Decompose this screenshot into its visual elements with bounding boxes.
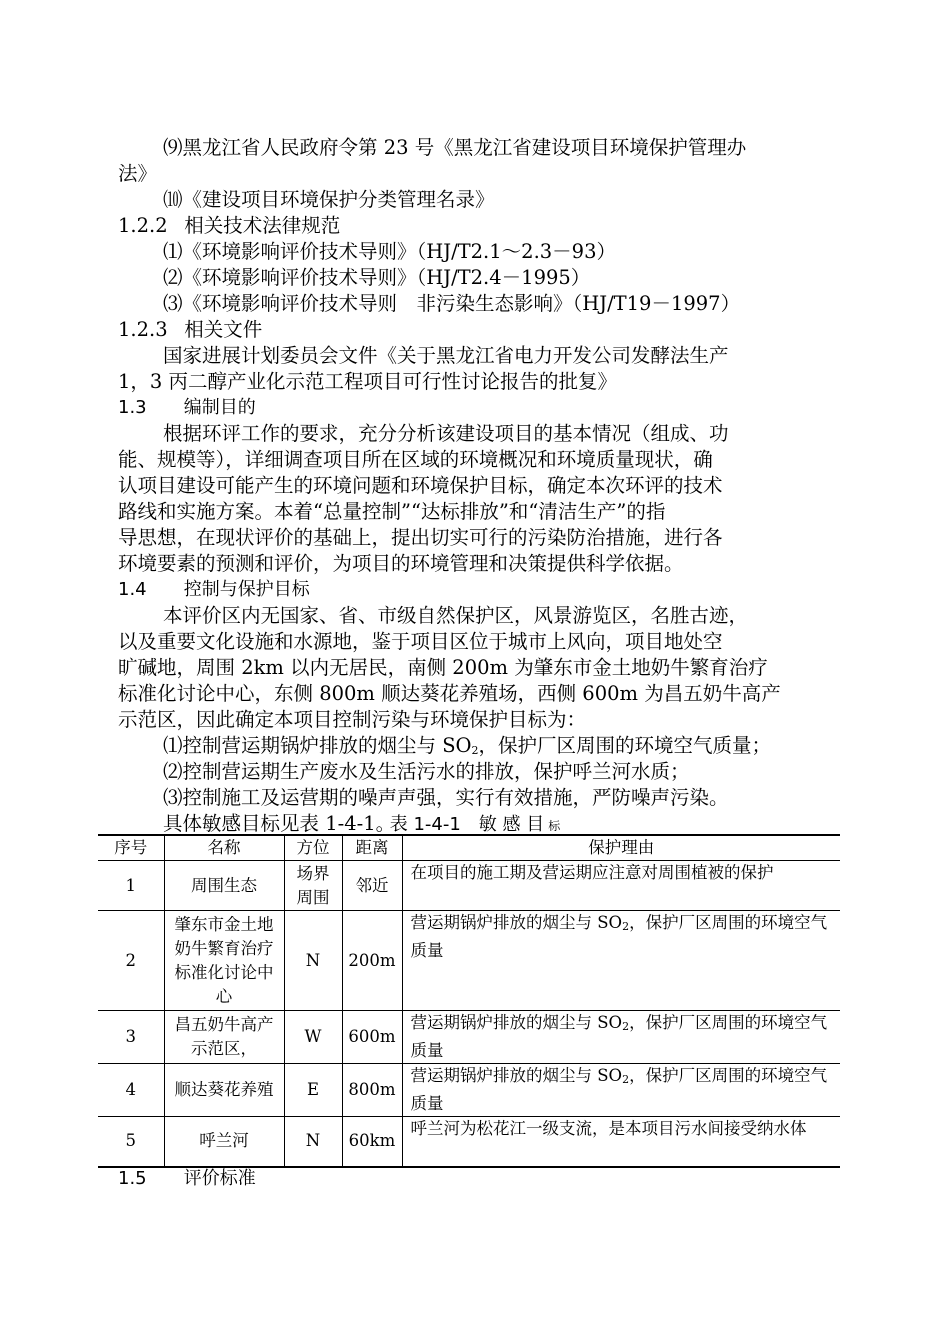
- column-header: 保护理由: [402, 835, 840, 861]
- table-header-row: [98, 835, 840, 861]
- table-caption: [0, 810, 950, 836]
- reason-text: ，保护厂区周围的环境空气质量: [410, 1066, 828, 1113]
- target-name: 呼兰河: [164, 1117, 284, 1167]
- caption-tag: 标: [548, 819, 561, 833]
- subscript: 2: [622, 920, 630, 933]
- section-1-4-heading: [118, 577, 840, 603]
- section-number: 1.2.2: [118, 214, 168, 237]
- see-table-note: 具体敏感目标见表 1-4-1。: [163, 812, 396, 835]
- section-title: 评价标准: [183, 1168, 256, 1189]
- column-header: 方位: [284, 835, 342, 861]
- table-row: [98, 861, 840, 911]
- reason-text: ，保护厂区周围的环境空气质量: [410, 913, 828, 960]
- table-row: [98, 1117, 840, 1167]
- target-direction: N: [284, 911, 342, 1011]
- target-name: 肇东市金土地奶牛繁育治疗标准化讨论中心: [164, 911, 284, 1011]
- measure-text: ，保护厂区周围的环境空气质量；: [478, 734, 772, 757]
- target-line: 本评价区内无国家、省、市级自然保护区，风景游览区，名胜古迹，: [163, 604, 749, 627]
- target-line: 旷碱地，周围 2km 以内无居民，南侧 200m 为肇东市金土地奶牛繁育治疗: [118, 656, 768, 679]
- protection-reason: [402, 1117, 840, 1167]
- reason-text: 呼兰河为松花江一级支流，是本项目污水间接受纳水体: [410, 1119, 807, 1138]
- related-document-line1: 国家进展计划委员会文件《关于黑龙江省电力开发公司发酵法生产: [163, 344, 729, 367]
- protection-reason: [402, 861, 840, 911]
- reason-text: 营运期锅炉排放的烟尘与 SO: [410, 1013, 623, 1032]
- reason-text: ，保护厂区周围的环境空气质量: [410, 1013, 828, 1060]
- section-number: 1.4: [118, 579, 147, 600]
- section-title: 控制与保护目标: [183, 579, 310, 600]
- target-line: 以及重要文化设施和水源地，鉴于项目区位于城市上风向，项目地处空: [118, 630, 723, 653]
- section-1-2-3-heading: [118, 317, 840, 343]
- target-direction: W: [284, 1011, 342, 1064]
- target-direction: 场界周围: [284, 861, 342, 911]
- target-distance: 邻近: [342, 861, 402, 911]
- subscript: 2: [622, 1020, 630, 1033]
- reason-text: 营运期锅炉排放的烟尘与 SO: [410, 1066, 623, 1085]
- section-title: 编制目的: [183, 397, 256, 418]
- tech-norm-2: ⑵《环境影响评价技术导则》（HJ/T2.4－1995）: [163, 266, 591, 289]
- target-direction: E: [284, 1064, 342, 1117]
- law-item-9-line1: ⑼黑龙江省人民政府令第 23 号《黑龙江省建设项目环境保护管理办: [163, 136, 747, 159]
- purpose-line: 环境要素的预测和评价，为项目的环境管理和决策提供科学依据。: [118, 552, 684, 575]
- target-name: 顺达葵花养殖: [164, 1064, 284, 1117]
- tech-norm-1: ⑴《环境影响评价技术导则》（HJ/T2.1～2.3－93）: [163, 240, 616, 263]
- caption-text: 表 1-4-1 敏 感 目: [389, 814, 545, 835]
- protection-reason: [402, 1011, 840, 1064]
- reason-text: 营运期锅炉排放的烟尘与 SO: [410, 913, 623, 932]
- target-distance: 60km: [342, 1117, 402, 1167]
- tech-norm-3: ⑶《环境影响评价技术导则 非污染生态影响》（HJ/T19－1997）: [163, 292, 741, 315]
- reason-text: 在项目的施工期及营运期应注意对周围植被的保护: [410, 863, 774, 882]
- row-number: 1: [98, 861, 164, 911]
- law-item-9-line2: 法》: [118, 162, 158, 185]
- sensitive-targets-table: [98, 834, 840, 1168]
- target-line: 示范区，因此确定本项目控制污染与环境保护目标为：: [118, 708, 587, 731]
- row-number: 5: [98, 1117, 164, 1167]
- section-1-3-heading: [118, 395, 840, 421]
- table-row: [98, 1064, 840, 1117]
- law-item-10: ⑽《建设项目环境保护分类管理名录》: [163, 188, 495, 211]
- purpose-line: 导思想，在现状评价的基础上，提出切实可行的污染防治措施，进行各: [118, 526, 723, 549]
- row-number: 4: [98, 1064, 164, 1117]
- subscript: 2: [471, 744, 479, 757]
- target-name: 周围生态: [164, 861, 284, 911]
- table-row: [98, 911, 840, 1011]
- table-row: [98, 1011, 840, 1064]
- section-number: 1.5: [118, 1168, 147, 1189]
- target-direction: N: [284, 1117, 342, 1167]
- measure-text: ⑴控制营运期锅炉排放的烟尘与 SO: [163, 734, 472, 757]
- column-header: 序号: [98, 835, 164, 861]
- protection-reason: [402, 1064, 840, 1117]
- section-number: 1.3: [118, 397, 147, 418]
- purpose-line: 能、规模等），详细调查项目所在区域的环境概况和环境质量现状，确: [118, 448, 713, 471]
- protection-reason: [402, 911, 840, 1011]
- purpose-line: 根据环评工作的要求，充分分析该建设项目的基本情况（组成、功: [163, 422, 729, 445]
- column-header: 距离: [342, 835, 402, 861]
- related-document-line2: 1，3 丙二醇产业化示范工程项目可行性讨论报告的批复》: [118, 370, 618, 393]
- column-header: 名称: [164, 835, 284, 861]
- subscript: 2: [622, 1073, 630, 1086]
- target-distance: 800m: [342, 1064, 402, 1117]
- target-line: 标准化讨论中心，东侧 800m 顺达葵花养殖场，西侧 600m 为昌五奶牛高产: [118, 682, 781, 705]
- target-name: 昌五奶牛高产示范区，: [164, 1011, 284, 1064]
- row-number: 2: [98, 911, 164, 1011]
- control-measure-3: ⑶控制施工及运营期的噪声声强，实行有效措施，严防噪声污染。: [163, 786, 729, 809]
- section-title: 相关文件: [184, 318, 263, 341]
- section-1-5-heading: [118, 1166, 840, 1192]
- row-number: 3: [98, 1011, 164, 1064]
- control-measure-2: ⑵控制营运期生产废水及生活污水的排放，保护呼兰河水质；: [163, 760, 690, 783]
- purpose-line: 认项目建设可能产生的环境问题和环境保护目标，确定本次环评的技术: [118, 474, 723, 497]
- section-number: 1.2.3: [118, 318, 168, 341]
- section-1-2-2-heading: [118, 213, 840, 239]
- target-distance: 200m: [342, 911, 402, 1011]
- purpose-line: 路线和实施方案。本着“总量控制”“达标排放”和“清洁生产”的指: [118, 500, 666, 523]
- target-distance: 600m: [342, 1011, 402, 1064]
- section-title: 相关技术法律规范: [184, 214, 341, 237]
